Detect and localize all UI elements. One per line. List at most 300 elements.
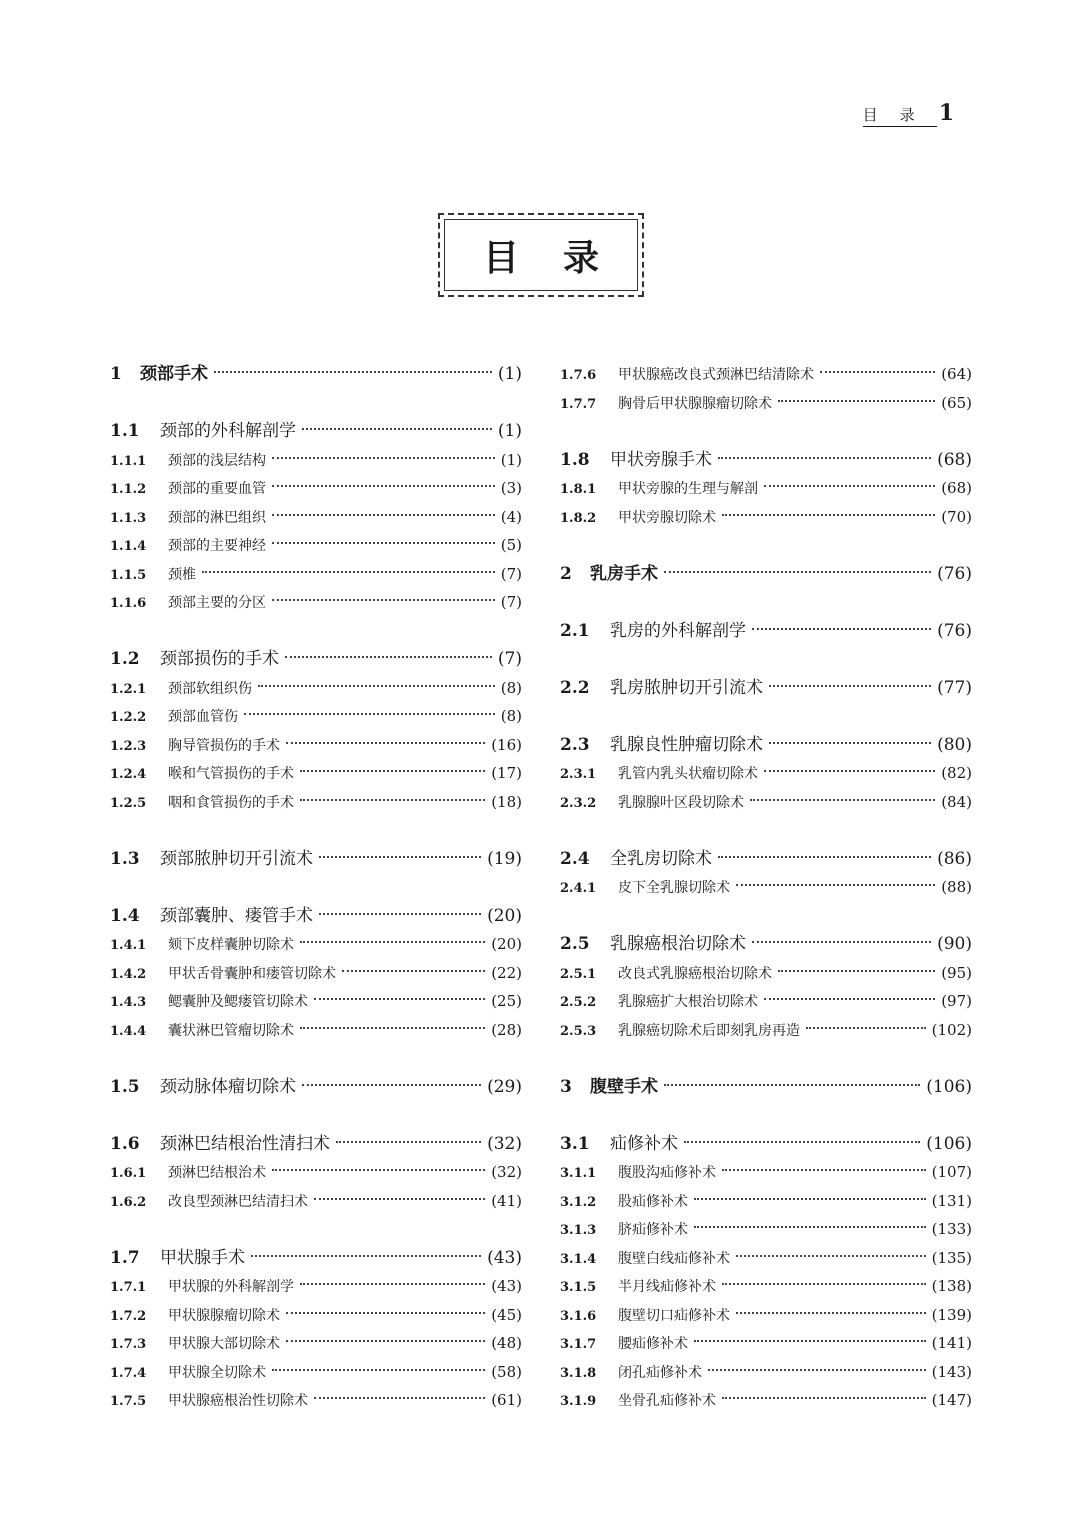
toc-entry-title: 腹壁手术 xyxy=(590,1076,658,1097)
toc-dot-leader xyxy=(272,513,495,516)
toc-entry-page: (90) xyxy=(937,934,972,954)
toc-entry-title: 颈动脉体瘤切除术 xyxy=(160,1076,296,1097)
toc-entry[interactable] xyxy=(110,1244,522,1273)
toc-dot-leader xyxy=(314,997,485,1000)
toc-entry-page: (88) xyxy=(941,878,972,896)
toc-entry-page: (77) xyxy=(937,677,972,698)
toc-entry-page: (32) xyxy=(491,1163,522,1181)
toc-entry-title: 甲状旁腺的生理与解剖 xyxy=(618,481,758,497)
toc-right-column xyxy=(560,360,972,1415)
toc-entry-page: (3) xyxy=(500,479,522,497)
toc-entry-title: 乳腺良性肿瘤切除术 xyxy=(610,734,763,755)
toc-entry[interactable] xyxy=(110,417,522,446)
toc-entry-title: 甲状腺癌改良式颈淋巴结清除术 xyxy=(618,367,814,383)
toc-entry[interactable] xyxy=(110,1187,522,1216)
toc-entry-title: 甲状旁腺切除术 xyxy=(618,509,716,526)
toc-entry-number: 1.1.4 xyxy=(110,539,147,554)
toc-spacer xyxy=(560,702,972,731)
toc-entry[interactable] xyxy=(560,959,972,988)
toc-dot-leader xyxy=(722,1282,926,1285)
toc-entry-title: 乳腺癌根治切除术 xyxy=(610,934,746,954)
toc-entry-page: (19) xyxy=(487,848,522,869)
toc-dot-leader xyxy=(718,855,931,858)
toc-entry-number: 3.1.7 xyxy=(560,1337,597,1352)
toc-entry-number: 1.8 xyxy=(560,449,590,470)
toc-entry-page: (106) xyxy=(926,1076,972,1097)
toc-entry-page: (16) xyxy=(491,735,522,754)
toc-entry-page: (7) xyxy=(500,564,522,583)
toc-spacer xyxy=(110,1044,522,1073)
toc-spacer xyxy=(110,1215,522,1244)
toc-entry-number: 1.2.1 xyxy=(110,681,147,697)
toc-entry-number: 3.1.4 xyxy=(560,1251,597,1267)
toc-entry-number: 3 xyxy=(560,1076,572,1097)
toc-entry[interactable] xyxy=(560,446,972,475)
toc-entry-title: 颈淋巴结根治性清扫术 xyxy=(160,1133,330,1154)
toc-entry-page: (1) xyxy=(500,450,522,469)
toc-entry[interactable] xyxy=(110,845,522,874)
toc-entry-title: 乳腺癌切除术后即刻乳房再造 xyxy=(618,1022,800,1039)
toc-entry-number: 1.6.2 xyxy=(110,1194,147,1210)
toc-entry-title: 甲状腺手术 xyxy=(160,1247,245,1268)
toc-dot-leader xyxy=(300,1026,485,1029)
toc-entry-number: 2.5 xyxy=(560,934,590,954)
toc-entry-number: 1.2.4 xyxy=(110,767,147,782)
toc-entry[interactable] xyxy=(560,1301,972,1330)
toc-entry[interactable] xyxy=(110,1016,522,1045)
toc-entry-title: 颈部手术 xyxy=(140,364,208,384)
toc-dot-leader xyxy=(778,969,935,972)
toc-entry-page: (48) xyxy=(491,1334,522,1352)
toc-entry-number: 1.1.6 xyxy=(110,596,147,611)
toc-entry-title: 乳腺腺叶区段切除术 xyxy=(618,794,744,811)
toc-dot-leader xyxy=(769,741,931,744)
toc-entry[interactable] xyxy=(110,588,522,617)
toc-entry-number: 1.7.2 xyxy=(110,1308,147,1324)
toc-spacer xyxy=(560,1101,972,1130)
toc-dot-leader xyxy=(272,598,495,601)
toc-entry[interactable] xyxy=(110,474,522,503)
toc-entry-page: (1) xyxy=(497,364,522,384)
toc-entry-number: 2.1 xyxy=(560,620,590,641)
toc-entry-page: (131) xyxy=(931,1191,972,1210)
toc-entry-title: 闭孔疝修补术 xyxy=(618,1364,702,1381)
toc-dot-leader xyxy=(314,1197,485,1200)
toc-entry-page: (43) xyxy=(487,1247,522,1268)
toc-entry-title: 颈部的重要血管 xyxy=(168,481,266,497)
toc-entry-number: 3.1.9 xyxy=(560,1394,597,1409)
toc-entry-title: 改良型颈淋巴结清扫术 xyxy=(168,1193,308,1210)
toc-title: 目录 xyxy=(482,236,643,279)
toc-entry[interactable] xyxy=(110,1358,522,1387)
toc-entry-page: (4) xyxy=(500,507,522,526)
toc-dot-leader xyxy=(806,1026,926,1029)
toc-dot-leader xyxy=(708,1368,926,1371)
toc-entry[interactable] xyxy=(560,360,972,389)
toc-entry-number: 1.5 xyxy=(110,1076,140,1097)
toc-entry[interactable] xyxy=(560,474,972,503)
toc-entry[interactable] xyxy=(110,788,522,817)
toc-entry-number: 1.4.1 xyxy=(110,938,147,953)
toc-dot-leader xyxy=(736,1311,926,1314)
toc-entry-title: 颈椎 xyxy=(168,566,196,583)
toc-entry-number: 1.4.3 xyxy=(110,995,147,1010)
toc-entry[interactable] xyxy=(560,1187,972,1216)
toc-dot-leader xyxy=(314,1396,485,1399)
toc-entry-page: (43) xyxy=(491,1277,522,1295)
toc-entry-number: 3.1.5 xyxy=(560,1280,597,1295)
toc-entry-number: 1.7.7 xyxy=(560,396,597,412)
toc-entry-page: (107) xyxy=(931,1163,972,1181)
toc-entry-number: 1.3 xyxy=(110,848,140,869)
toc-entry-page: (138) xyxy=(931,1277,972,1295)
toc-dot-leader xyxy=(778,399,935,402)
toc-dot-leader xyxy=(684,1140,920,1143)
toc-dot-leader xyxy=(664,1083,920,1086)
toc-entry[interactable] xyxy=(560,731,972,760)
toc-entry[interactable] xyxy=(110,560,522,589)
toc-entry-number: 1.7.4 xyxy=(110,1365,147,1381)
toc-entry[interactable] xyxy=(110,902,522,931)
toc-entry[interactable] xyxy=(110,930,522,959)
toc-dot-leader xyxy=(319,855,481,858)
toc-entry-title: 颈部囊肿、瘘管手术 xyxy=(160,905,313,926)
toc-dot-leader xyxy=(286,1311,485,1314)
toc-entry-page: (65) xyxy=(941,393,972,412)
running-head-page-number: 1 xyxy=(938,100,954,126)
toc-entry-number: 2.4.1 xyxy=(560,881,597,896)
toc-entry-title: 甲状腺腺瘤切除术 xyxy=(168,1307,280,1324)
toc-entry[interactable] xyxy=(560,930,972,959)
toc-entry[interactable] xyxy=(560,759,972,788)
toc-dot-leader xyxy=(722,1168,926,1171)
toc-entry-page: (18) xyxy=(491,792,522,811)
toc-entry-number: 1.2.2 xyxy=(110,710,147,725)
toc-spacer xyxy=(560,816,972,845)
toc-entry-title: 乳腺癌扩大根治切除术 xyxy=(618,994,758,1010)
toc-entry-title: 股疝修补术 xyxy=(618,1193,688,1210)
toc-entry-number: 1.1.1 xyxy=(110,453,147,469)
toc-entry-page: (141) xyxy=(931,1334,972,1352)
toc-entry-title: 颈淋巴结根治术 xyxy=(168,1165,266,1181)
toc-entry-number: 1.4.4 xyxy=(110,1023,147,1039)
toc-entry-number: 2.5.3 xyxy=(560,1023,597,1039)
toc-entry-title: 颈部的主要神经 xyxy=(168,538,266,554)
toc-entry[interactable] xyxy=(110,987,522,1016)
toc-entry[interactable] xyxy=(560,1329,972,1358)
toc-entry[interactable] xyxy=(560,1016,972,1045)
toc-entry-title: 鳃囊肿及鳃瘘管切除术 xyxy=(168,994,308,1010)
toc-entry[interactable] xyxy=(560,1215,972,1244)
toc-entry-title: 颈部软组织伤 xyxy=(168,680,252,697)
toc-entry-title: 颈部的浅层结构 xyxy=(168,452,266,469)
toc-entry-number: 2.5.2 xyxy=(560,995,597,1010)
toc-entry[interactable] xyxy=(110,1301,522,1330)
toc-dot-leader xyxy=(769,684,931,687)
toc-entry-number: 1.7.1 xyxy=(110,1280,147,1295)
toc-dot-leader xyxy=(302,427,492,430)
toc-entry-title: 喉和气管损伤的手术 xyxy=(168,766,294,782)
toc-entry-title: 甲状腺的外科解剖学 xyxy=(168,1279,294,1295)
toc-entry[interactable] xyxy=(560,1272,972,1301)
toc-entry-title: 腹股沟疝修补术 xyxy=(618,1165,716,1181)
toc-entry-title: 胸骨后甲状腺腺瘤切除术 xyxy=(618,395,772,412)
toc-dot-leader xyxy=(694,1225,926,1228)
toc-entry-number: 3.1.6 xyxy=(560,1308,597,1324)
toc-entry-page: (32) xyxy=(487,1133,522,1154)
running-head xyxy=(863,100,954,127)
toc-dot-leader xyxy=(764,769,935,772)
toc-entry-number: 1.6.1 xyxy=(110,1166,147,1181)
toc-entry[interactable] xyxy=(560,788,972,817)
toc-entry[interactable] xyxy=(560,389,972,418)
toc-entry-page: (28) xyxy=(491,1020,522,1039)
toc-entry[interactable] xyxy=(560,1244,972,1273)
toc-spacer xyxy=(560,417,972,446)
toc-entry-page: (20) xyxy=(487,905,522,926)
toc-entry[interactable] xyxy=(560,674,972,703)
toc-entry-page: (8) xyxy=(500,678,522,697)
toc-entry-page: (29) xyxy=(487,1076,522,1097)
toc-spacer xyxy=(560,902,972,931)
toc-entry-page: (41) xyxy=(491,1191,522,1210)
toc-dot-leader xyxy=(300,1282,485,1285)
toc-dot-leader xyxy=(694,1197,926,1200)
running-head-title: 目录 xyxy=(863,104,937,127)
toc-entry-page: (139) xyxy=(931,1305,972,1324)
toc-entry-page: (68) xyxy=(941,479,972,497)
toc-entry-title: 甲状腺癌根治性切除术 xyxy=(168,1393,308,1409)
toc-entry-number: 1 xyxy=(110,364,122,384)
toc-entry-page: (1) xyxy=(497,421,522,441)
toc-entry-title: 颏下皮样囊肿切除术 xyxy=(168,937,294,953)
toc-entry-number: 2.3 xyxy=(560,734,590,755)
toc-entry-title: 咽和食管损伤的手术 xyxy=(168,794,294,811)
toc-title-frame xyxy=(438,213,644,297)
toc-entry-number: 1.2.5 xyxy=(110,795,147,811)
toc-dot-leader xyxy=(272,541,495,544)
toc-spacer xyxy=(560,1044,972,1073)
toc-entry[interactable] xyxy=(560,873,972,902)
toc-dot-leader xyxy=(286,1339,485,1342)
toc-entry-title: 腹壁切口疝修补术 xyxy=(618,1307,730,1324)
toc-entry[interactable] xyxy=(110,1272,522,1301)
toc-entry-title: 乳房脓肿切开引流术 xyxy=(610,677,763,698)
toc-entry-title: 甲状旁腺手术 xyxy=(610,449,712,470)
toc-dot-leader xyxy=(214,370,492,373)
toc-entry-title: 坐骨孔疝修补术 xyxy=(618,1393,716,1409)
toc-entry-title: 全乳房切除术 xyxy=(610,848,712,869)
toc-dot-leader xyxy=(722,1396,926,1399)
toc-entry-number: 1.7 xyxy=(110,1247,140,1268)
toc-entry[interactable] xyxy=(110,1386,522,1415)
toc-dot-leader xyxy=(258,684,495,687)
toc-entry-page: (20) xyxy=(491,935,522,953)
toc-entry-title: 改良式乳腺癌根治切除术 xyxy=(618,965,772,982)
toc-entry-page: (61) xyxy=(491,1391,522,1409)
toc-entry[interactable] xyxy=(560,560,972,589)
toc-dot-leader xyxy=(302,1083,481,1086)
toc-entry-number: 2.5.1 xyxy=(560,966,597,982)
toc-entry-title: 乳管内乳头状瘤切除术 xyxy=(618,766,758,782)
toc-entry[interactable] xyxy=(560,1358,972,1387)
toc-entry[interactable] xyxy=(110,759,522,788)
toc-entry-title: 颈部脓肿切开引流术 xyxy=(160,848,313,869)
toc-entry-page: (64) xyxy=(941,365,972,383)
toc-entry[interactable] xyxy=(110,959,522,988)
toc-entry-number: 1.2 xyxy=(110,649,140,669)
toc-entry-title: 甲状腺大部切除术 xyxy=(168,1336,280,1352)
toc-entry-number: 1.6 xyxy=(110,1133,140,1154)
toc-entry-title: 颈部损伤的手术 xyxy=(160,649,279,669)
toc-entry[interactable] xyxy=(110,702,522,731)
toc-entry-number: 2.3.2 xyxy=(560,795,597,811)
toc-entry[interactable] xyxy=(110,446,522,475)
toc-entry-page: (58) xyxy=(491,1362,522,1381)
toc-entry-title: 腰疝修补术 xyxy=(618,1336,688,1352)
toc-dot-leader xyxy=(664,570,931,573)
toc-entry-number: 1.8.2 xyxy=(560,510,597,526)
toc-entry-title: 半月线疝修补术 xyxy=(618,1279,716,1295)
toc-spacer xyxy=(560,645,972,674)
toc-entry-title: 甲状腺全切除术 xyxy=(168,1364,266,1381)
toc-entry[interactable] xyxy=(560,1158,972,1187)
toc-entry-page: (17) xyxy=(491,764,522,782)
toc-entry-number: 1.8.1 xyxy=(560,482,597,497)
toc-entry-page: (86) xyxy=(937,848,972,869)
toc-dot-leader xyxy=(722,513,935,516)
toc-entry-title: 颈部主要的分区 xyxy=(168,595,266,611)
toc-dot-leader xyxy=(736,883,935,886)
toc-dot-leader xyxy=(251,1254,481,1257)
toc-entry-page: (84) xyxy=(941,792,972,811)
toc-entry[interactable] xyxy=(560,1073,972,1102)
toc-entry-number: 1.7.5 xyxy=(110,1394,147,1409)
toc-entry-title: 颈部的淋巴组织 xyxy=(168,509,266,526)
toc-entry-title: 囊状淋巴管瘤切除术 xyxy=(168,1022,294,1039)
toc-dot-leader xyxy=(736,1254,926,1257)
toc-dot-leader xyxy=(336,1140,481,1143)
toc-entry[interactable] xyxy=(110,531,522,560)
toc-entry-title: 胸导管损伤的手术 xyxy=(168,737,280,754)
toc-dot-leader xyxy=(300,769,485,772)
toc-dot-leader xyxy=(300,940,485,943)
toc-dot-leader xyxy=(202,570,495,573)
toc-dot-leader xyxy=(272,484,495,487)
toc-entry[interactable] xyxy=(110,674,522,703)
toc-entry-number: 1.7.6 xyxy=(560,368,597,383)
toc-entry-number: 3.1.1 xyxy=(560,1166,597,1181)
toc-entry-number: 1.4 xyxy=(110,905,140,926)
toc-dot-leader xyxy=(286,741,485,744)
toc-dot-leader xyxy=(319,912,481,915)
toc-dot-leader xyxy=(820,370,935,373)
toc-entry-title: 颈部血管伤 xyxy=(168,709,238,725)
toc-entry-number: 1.1.5 xyxy=(110,567,147,583)
toc-entry[interactable] xyxy=(110,1073,522,1102)
toc-entry[interactable] xyxy=(110,1158,522,1187)
toc-entry-page: (95) xyxy=(941,963,972,982)
toc-dot-leader xyxy=(752,940,931,943)
toc-spacer xyxy=(110,389,522,418)
toc-spacer xyxy=(560,531,972,560)
toc-entry-page: (133) xyxy=(931,1220,972,1238)
toc-entry[interactable] xyxy=(560,1386,972,1415)
toc-entry-page: (76) xyxy=(937,563,972,584)
toc-entry-number: 2.2 xyxy=(560,677,590,698)
toc-entry-title: 颈部的外科解剖学 xyxy=(160,421,296,441)
toc-entry-title: 乳房的外科解剖学 xyxy=(610,620,746,641)
toc-entry-number: 3.1 xyxy=(560,1133,590,1154)
toc-entry-page: (76) xyxy=(937,620,972,641)
toc-entry-page: (7) xyxy=(497,649,522,669)
toc-entry[interactable] xyxy=(110,1329,522,1358)
toc-entry[interactable] xyxy=(560,617,972,646)
toc-entry-title: 疝修补术 xyxy=(610,1133,678,1154)
toc-entry-number: 2 xyxy=(560,563,572,584)
toc-entry[interactable] xyxy=(560,503,972,532)
toc-dot-leader xyxy=(342,969,485,972)
toc-entry-title: 腹壁白线疝修补术 xyxy=(618,1250,730,1267)
toc-entry-number: 2.3.1 xyxy=(560,767,597,782)
toc-entry[interactable] xyxy=(560,987,972,1016)
toc-dot-leader xyxy=(300,798,485,801)
toc-entry[interactable] xyxy=(110,360,522,389)
toc-entry[interactable] xyxy=(110,1130,522,1159)
toc-entry-page: (135) xyxy=(931,1248,972,1267)
toc-entry[interactable] xyxy=(560,845,972,874)
toc-entry-number: 1.2.3 xyxy=(110,738,147,754)
toc-entry-title: 甲状舌骨囊肿和瘘管切除术 xyxy=(168,965,336,982)
toc-entry-number: 1.1.3 xyxy=(110,510,147,526)
toc-dot-leader xyxy=(285,655,492,658)
toc-entry-page: (8) xyxy=(500,707,522,725)
toc-spacer xyxy=(110,816,522,845)
toc-entry[interactable] xyxy=(560,1130,972,1159)
toc-spacer xyxy=(110,1101,522,1130)
toc-entry-number: 1.7.3 xyxy=(110,1337,147,1352)
toc-dot-leader xyxy=(764,484,935,487)
toc-entry-title: 脐疝修补术 xyxy=(618,1222,688,1238)
toc-entry-page: (102) xyxy=(931,1020,972,1039)
toc-entry-page: (45) xyxy=(491,1305,522,1324)
toc-entry[interactable] xyxy=(110,731,522,760)
toc-entry-title: 乳房手术 xyxy=(590,563,658,584)
toc-entry-page: (106) xyxy=(926,1133,972,1154)
toc-entry[interactable] xyxy=(110,503,522,532)
toc-entry-number: 3.1.3 xyxy=(560,1223,597,1238)
toc-entry[interactable] xyxy=(110,645,522,674)
toc-left-column xyxy=(110,360,522,1415)
toc-dot-leader xyxy=(272,1368,485,1371)
toc-entry-number: 1.4.2 xyxy=(110,966,147,982)
toc-entry-page: (22) xyxy=(491,963,522,982)
toc-spacer xyxy=(110,617,522,646)
toc-entry-page: (5) xyxy=(500,536,522,554)
toc-entry-page: (68) xyxy=(937,449,972,470)
toc-dot-leader xyxy=(244,712,495,715)
toc-spacer xyxy=(110,873,522,902)
toc-entry-number: 3.1.2 xyxy=(560,1194,597,1210)
toc-dot-leader xyxy=(272,1168,485,1171)
toc-dot-leader xyxy=(694,1339,926,1342)
toc-entry-number: 1.1.2 xyxy=(110,482,147,497)
toc-entry-number: 1.1 xyxy=(110,421,140,441)
toc-entry-number: 2.4 xyxy=(560,848,590,869)
toc-entry-page: (70) xyxy=(941,507,972,526)
toc-dot-leader xyxy=(752,627,931,630)
toc-entry-number: 3.1.8 xyxy=(560,1365,597,1381)
